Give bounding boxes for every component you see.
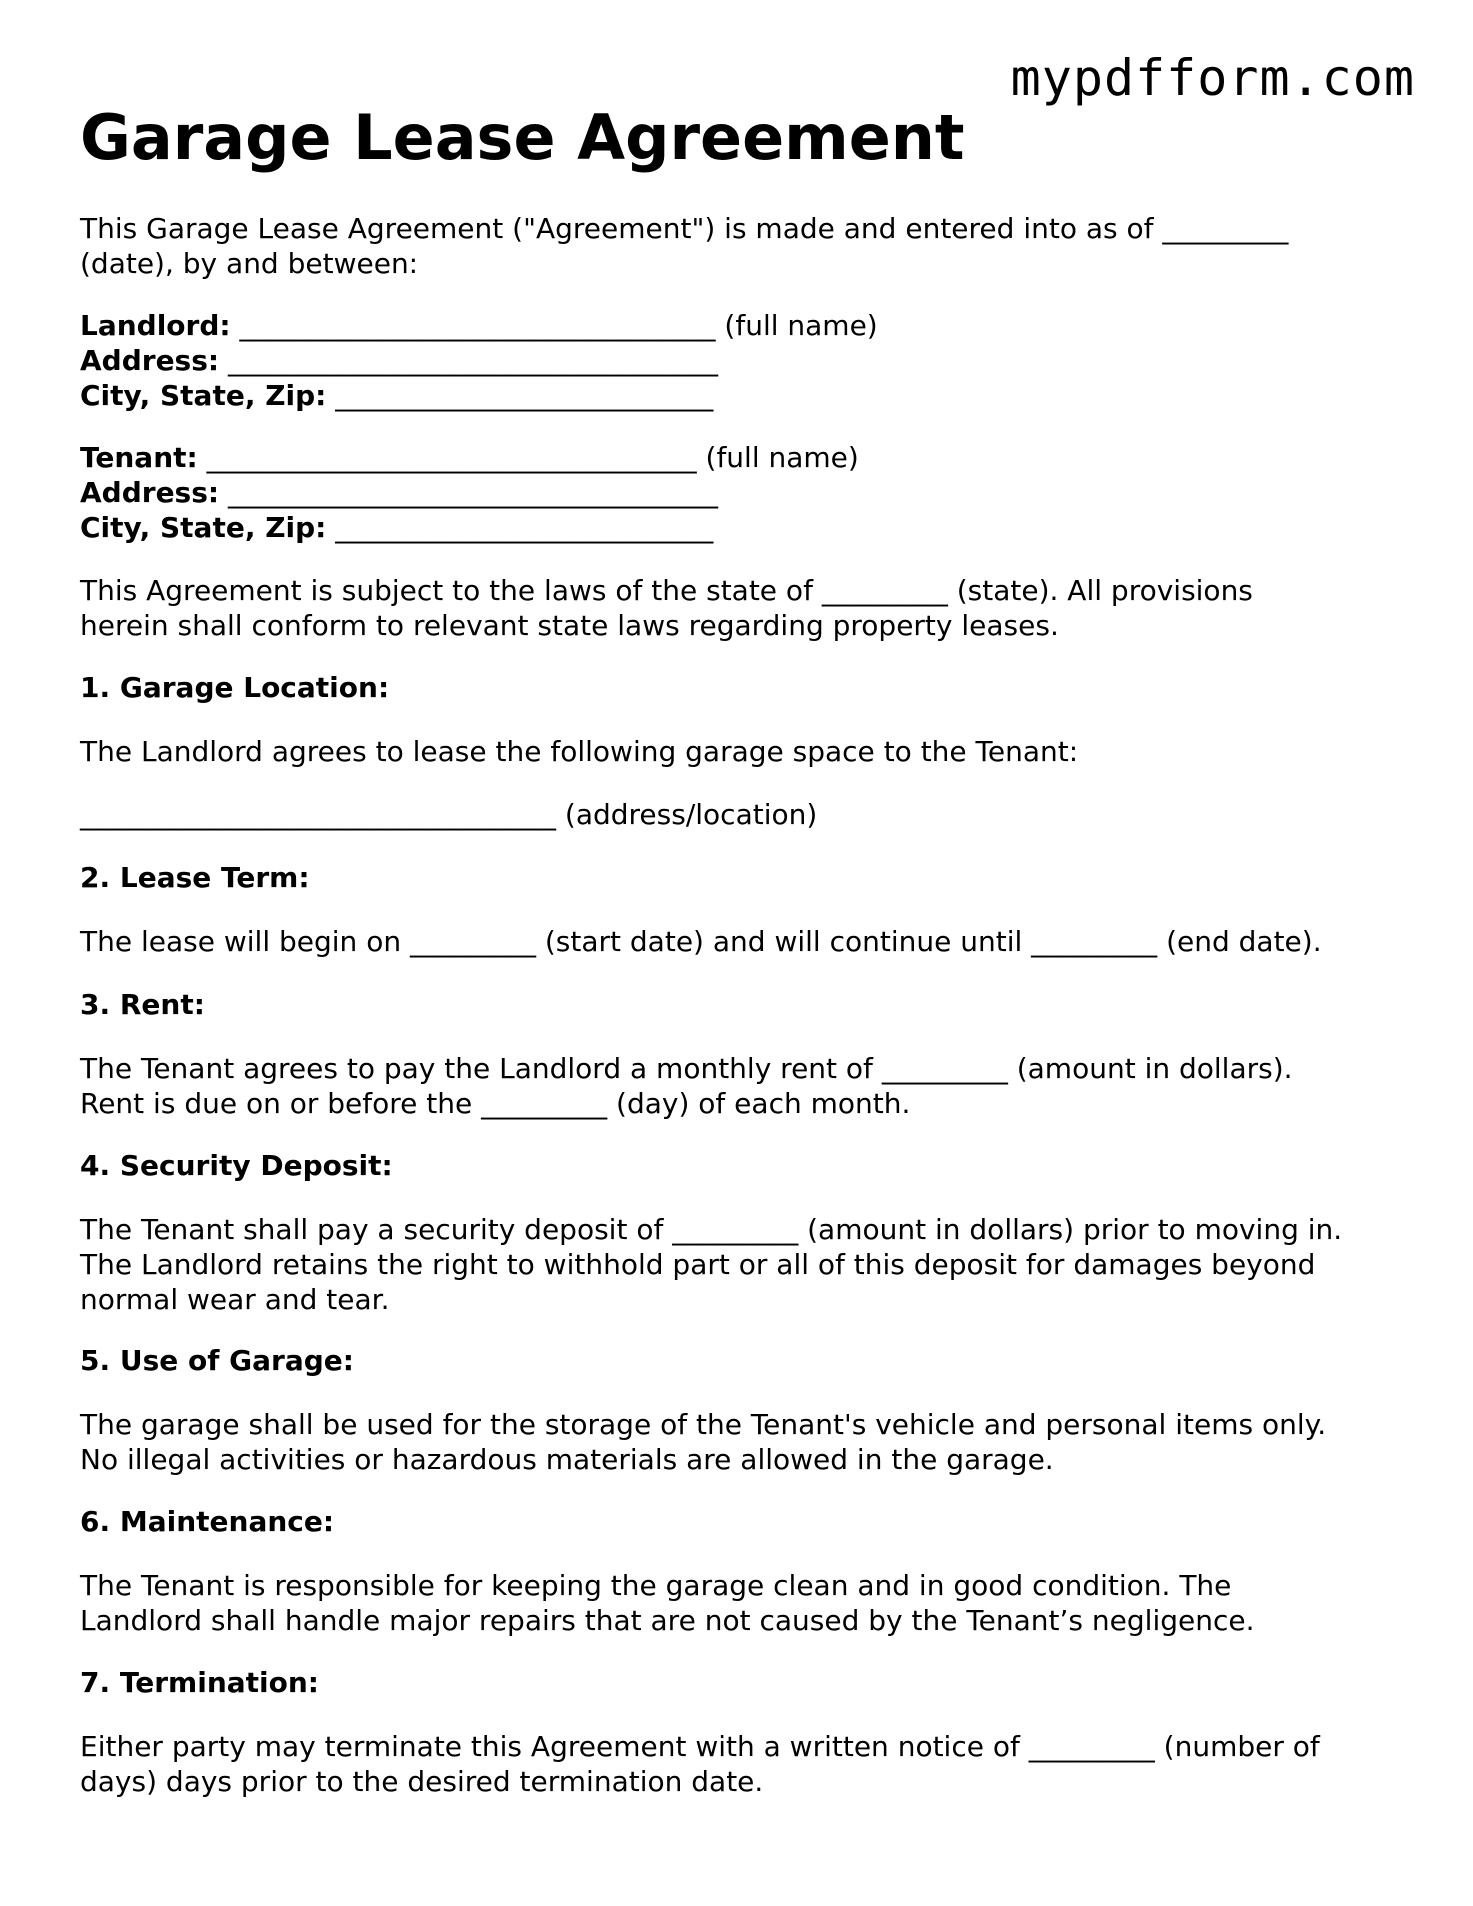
use-line-2: No illegal activities or hazardous materials are allowed in the garage. bbox=[80, 1443, 1054, 1476]
document-title: Garage Lease Agreement bbox=[80, 101, 965, 174]
landlord-name-field: __________________________________ (full name) bbox=[230, 309, 878, 342]
tenant-block bbox=[80, 440, 1410, 545]
tenant-address-label: Address: bbox=[80, 476, 220, 509]
intro-line-1: This Garage Lease Agreement ("Agreement") is made and entered into as of _________ bbox=[80, 212, 1289, 245]
intro-line-2: (date), by and between: bbox=[80, 247, 419, 280]
termination-line-1: Either party may terminate this Agreement with a written notice of _________ (number of bbox=[80, 1730, 1320, 1763]
landlord-address-row bbox=[80, 343, 1410, 378]
section-heading-maintenance: 6. Maintenance: bbox=[80, 1505, 335, 1538]
tenant-address-row bbox=[80, 475, 1410, 510]
section-text-lease-term: The lease will begin on _________ (start date) and will continue until _________ (end date). bbox=[80, 925, 1322, 958]
tenant-name-label: Tenant: bbox=[80, 441, 198, 474]
section-text-termination bbox=[80, 1729, 1410, 1799]
watermark-brand: mypdfform.com bbox=[1010, 49, 1415, 107]
landlord-name-row bbox=[80, 308, 1410, 343]
section-heading-garage-location: 1. Garage Location: bbox=[80, 671, 390, 704]
section-heading-security-deposit: 4. Security Deposit: bbox=[80, 1149, 393, 1182]
intro-paragraph bbox=[80, 211, 1410, 281]
governing-law-line-2: herein shall conform to relevant state laws regarding property leases. bbox=[80, 609, 1059, 642]
maintenance-line-1: The Tenant is responsible for keeping the garage clean and in good condition. The bbox=[80, 1569, 1232, 1602]
governing-law-paragraph bbox=[80, 573, 1410, 643]
landlord-block bbox=[80, 308, 1410, 413]
rent-line-1: The Tenant agrees to pay the Landlord a monthly rent of _________ (amount in dollars). bbox=[80, 1052, 1293, 1085]
deposit-line-1: The Tenant shall pay a security deposit of _________ (amount in dollars) prior to moving in. bbox=[80, 1213, 1343, 1246]
section-heading-rent: 3. Rent: bbox=[80, 988, 205, 1021]
tenant-city-row bbox=[80, 510, 1410, 545]
tenant-city-field: ___________________________ bbox=[326, 511, 714, 544]
section-text-security-deposit bbox=[80, 1212, 1410, 1317]
section-text-use-of-garage bbox=[80, 1407, 1410, 1477]
deposit-line-2: The Landlord retains the right to withhold part or all of this deposit for damages beyond bbox=[80, 1248, 1316, 1281]
tenant-address-field: ___________________________________ bbox=[219, 476, 718, 509]
landlord-address-label: Address: bbox=[80, 344, 220, 377]
termination-line-2: days) days prior to the desired termination date. bbox=[80, 1765, 764, 1798]
landlord-city-field: ___________________________ bbox=[326, 379, 714, 412]
deposit-line-3: normal wear and tear. bbox=[80, 1283, 390, 1316]
tenant-city-label: City, State, Zip: bbox=[80, 511, 327, 544]
landlord-address-field: ___________________________________ bbox=[219, 344, 718, 377]
landlord-name-label: Landlord: bbox=[80, 309, 231, 342]
section-heading-termination: 7. Termination: bbox=[80, 1666, 319, 1699]
section-heading-use-of-garage: 5. Use of Garage: bbox=[80, 1344, 354, 1377]
rent-line-2: Rent is due on or before the _________ (day) of each month. bbox=[80, 1087, 911, 1120]
landlord-city-row bbox=[80, 378, 1410, 413]
section-text-rent bbox=[80, 1051, 1410, 1121]
garage-address-field: __________________________________ (address/location) bbox=[80, 798, 818, 831]
governing-law-line-1: This Agreement is subject to the laws of the state of _________ (state). All provisions bbox=[80, 574, 1253, 607]
use-line-1: The garage shall be used for the storage of the Tenant's vehicle and personal items only. bbox=[80, 1408, 1327, 1441]
tenant-name-row bbox=[80, 440, 1410, 475]
section-heading-lease-term: 2. Lease Term: bbox=[80, 861, 310, 894]
maintenance-line-2: Landlord shall handle major repairs that are not caused by the Tenant’s negligence. bbox=[80, 1604, 1255, 1637]
landlord-city-label: City, State, Zip: bbox=[80, 379, 327, 412]
tenant-name-field: ___________________________________ (full name) bbox=[197, 441, 859, 474]
section-text-maintenance bbox=[80, 1568, 1410, 1638]
section-text-garage-location: The Landlord agrees to lease the following garage space to the Tenant: bbox=[80, 735, 1079, 768]
